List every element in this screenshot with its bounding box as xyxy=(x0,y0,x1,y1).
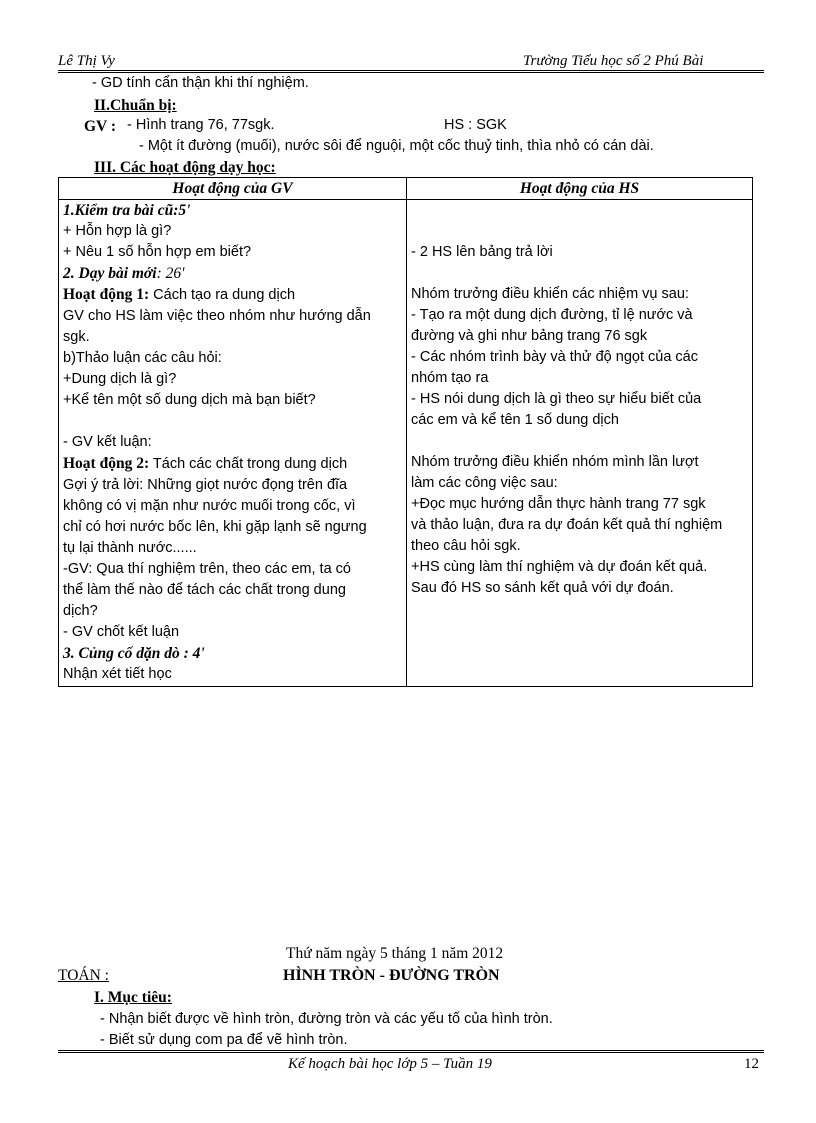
gv-line: +Dung dịch là gì? xyxy=(63,371,177,387)
gv-line: +Kể tên một số dung dịch mà bạn biết? xyxy=(63,392,316,408)
activities-table xyxy=(58,177,753,687)
hs-line: và thảo luận, đưa ra dự đoán kết quả thí nghiệm xyxy=(411,517,723,533)
gv-line: sgk. xyxy=(63,329,90,345)
table-header-row xyxy=(59,178,753,200)
hs-line: Sau đó HS so sánh kết quả với dự đoán. xyxy=(411,580,674,596)
hs-line: - Các nhóm trình bày và thử độ ngọt của các xyxy=(411,349,698,365)
objectives-heading: I. Mục tiêu: xyxy=(94,989,172,1006)
gv-activities-cell xyxy=(59,200,407,687)
gv-line: + Hỗn hợp là gì? xyxy=(63,223,172,239)
hs-line: - 2 HS lên bảng trả lời xyxy=(411,244,553,260)
prep-heading: II.Chuẩn bị: xyxy=(94,97,177,114)
section-review-title: 1.Kiểm tra bài cũ:5' xyxy=(63,202,191,219)
gv-line: - GV kết luận: xyxy=(63,434,152,450)
footer-rule xyxy=(58,1050,764,1053)
column-header-hs: Hoạt động của HS xyxy=(407,178,753,200)
gv-line: -GV: Qua thí nghiệm trên, theo các em, ta có xyxy=(63,561,351,577)
hs-line: Nhóm trưởng điều khiển các nhiệm vụ sau: xyxy=(411,286,689,302)
spacer xyxy=(63,411,402,432)
objective-item: - Biết sử dụng com pa để vẽ hình tròn. xyxy=(100,1032,348,1048)
header-rule xyxy=(58,70,764,73)
activity-1-title: Hoạt động 1: Cách tạo ra dung dịch xyxy=(63,286,296,303)
hs-line: +HS cùng làm thí nghiệm và dự đoán kết quả. xyxy=(411,559,708,575)
activity-2-title: Hoạt động 2: Tách các chất trong dung dịch xyxy=(63,455,348,472)
spacer xyxy=(411,200,748,221)
objective-item: - Nhận biết được về hình tròn, đường tròn và các yếu tố của hình tròn. xyxy=(100,1011,553,1027)
section-new-lesson: 2. Dạy bài mới: 26' xyxy=(63,265,185,282)
hs-materials: HS : SGK xyxy=(444,117,507,133)
gv-materials-2: - Một ít đường (muối), nước sôi để nguội, một cốc thuỷ tinh, thìa nhỏ có cán dài. xyxy=(139,138,654,154)
footer-plan: Kế hoạch bài học lớp 5 – Tuần 19 xyxy=(288,1056,492,1072)
hs-line: đường và ghi như bảng trang 76 sgk xyxy=(411,328,648,344)
gv-line: b)Thảo luận các câu hỏi: xyxy=(63,350,222,366)
table-row xyxy=(59,200,753,687)
hs-activities-cell xyxy=(407,200,753,687)
gv-line: + Nêu 1 số hỗn hợp em biết? xyxy=(63,244,252,260)
hs-line: Nhóm trưởng điều khiển nhóm mình lần lượt xyxy=(411,454,699,470)
gv-line: thể làm thế nào để tách các chất trong dung xyxy=(63,582,346,598)
gv-line: dịch? xyxy=(63,603,98,619)
gv-line: chỉ có hơi nước bốc lên, khi gặp lạnh sẽ ngưng xyxy=(63,519,367,535)
section-wrap-up-title: 3. Củng cố dặn dò : 4' xyxy=(63,645,205,662)
gv-label: GV : xyxy=(84,118,117,135)
spacer xyxy=(411,221,748,242)
subject-label: TOÁN : xyxy=(58,967,109,984)
gv-line: - GV chốt kết luận xyxy=(63,624,180,640)
hs-line: các em và kể tên 1 số dung dịch xyxy=(411,412,619,428)
hs-line: - HS nói dung dịch là gì theo sự hiểu biết của xyxy=(411,391,702,407)
page-number: 12 xyxy=(744,1056,759,1072)
activities-heading: III. Các hoạt động dạy học: xyxy=(94,159,276,176)
hs-line: theo câu hỏi sgk. xyxy=(411,538,521,554)
gv-line: tụ lại thành nước...... xyxy=(63,540,197,556)
gv-line: GV cho HS làm việc theo nhóm như hướng dẫn xyxy=(63,308,371,324)
spacer xyxy=(411,431,748,452)
gv-materials-1: - Hình trang 76, 77sgk. xyxy=(127,117,275,133)
hs-line: +Đọc mục hướng dẫn thực hành trang 77 sgk xyxy=(411,496,706,512)
hs-line: làm các công việc sau: xyxy=(411,475,558,491)
gv-line: Gợi ý trả lời: Những giọt nước đọng trên đĩa xyxy=(63,477,348,493)
column-header-gv: Hoạt động của GV xyxy=(59,178,407,200)
gv-line: Nhận xét tiết học xyxy=(63,666,172,682)
header-school: Trường Tiểu học số 2 Phú Bài xyxy=(523,53,704,69)
safety-bullet: - GD tính cẩn thận khi thí nghiệm. xyxy=(92,75,309,91)
lesson-date: Thứ năm ngày 5 tháng 1 năm 2012 xyxy=(286,945,504,962)
header-teacher: Lê Thị Vy xyxy=(58,53,115,69)
lesson-title: HÌNH TRÒN - ĐƯỜNG TRÒN xyxy=(283,967,500,984)
hs-line: - Tạo ra một dung dịch đường, tỉ lệ nước và xyxy=(411,307,693,323)
hs-line: nhóm tạo ra xyxy=(411,370,489,386)
gv-line: không có vị mặn như nước muối trong cốc, vì xyxy=(63,498,356,514)
spacer xyxy=(411,263,748,284)
